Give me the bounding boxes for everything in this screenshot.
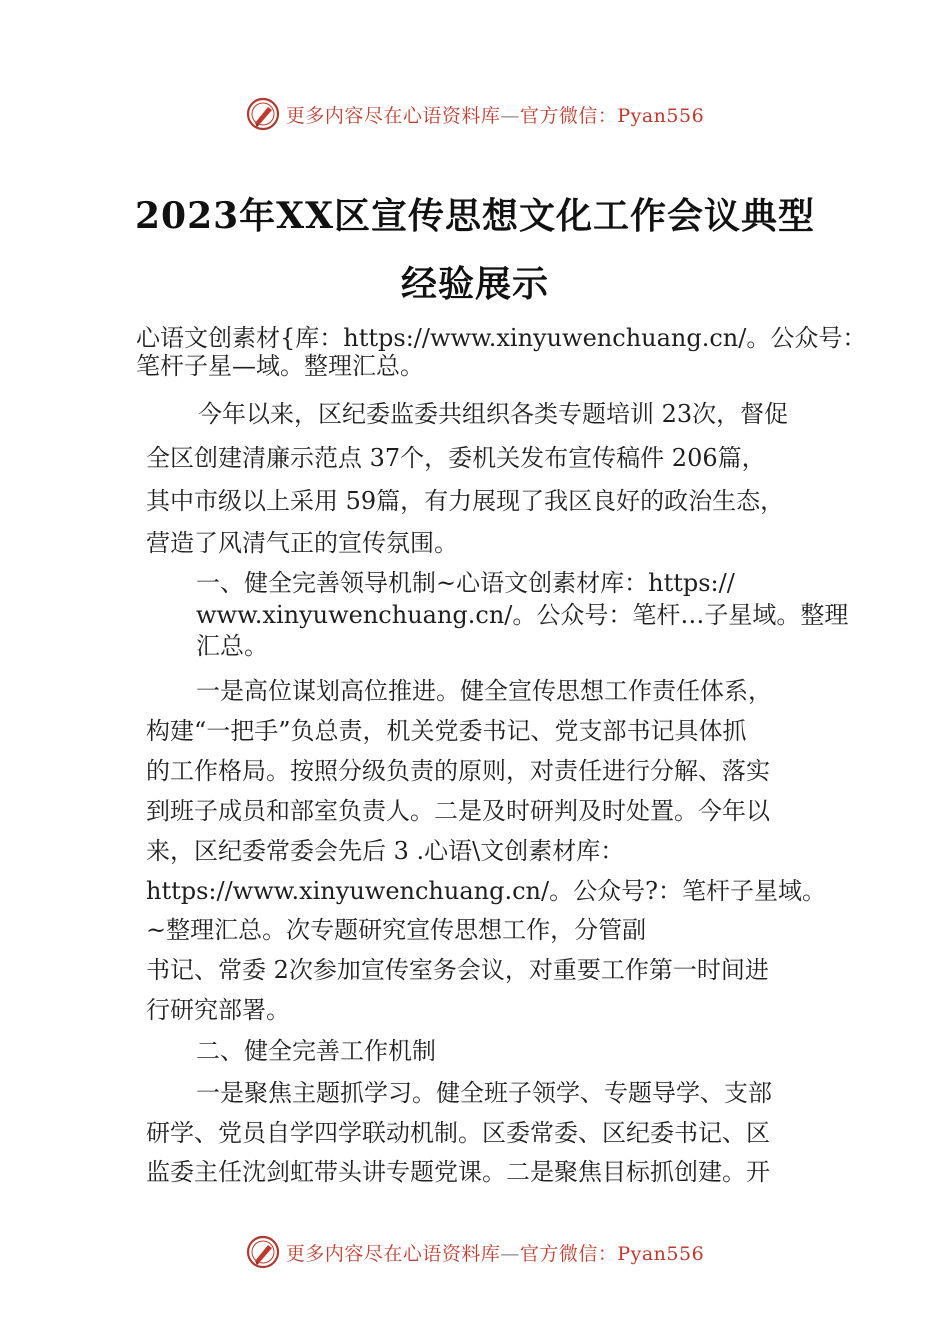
para2-line-7: ~整理汇总。次专题研究宣传思想工作，分管副	[146, 916, 647, 944]
para3-line-1: 一是聚焦主题抓学习。健全班子领学、专题导学、支部	[196, 1079, 772, 1107]
document-title-line-1: 2023年XX区宣传思想文化工作会议典型	[134, 195, 816, 237]
para3-line-2: 研学、党员自学四学联动机制。区委常委、区纪委书记、区	[146, 1119, 770, 1147]
para2-line-9: 行研究部署。	[146, 996, 290, 1024]
para1-line-3: 其中市级以上采用 59篇，有力展现了我区良好的政治生态，	[146, 487, 785, 515]
para1-line-2: 全区创建清廉示范点 37个，委机关发布宣传稿件 206篇，	[146, 444, 766, 472]
para2-line-6: https://www.xinyuwenchuang.cn/。公众号?：笔杆子星域。	[146, 877, 826, 905]
banner-text: 更多内容尽在心语资料库—官方微信：Pyan556	[285, 1242, 705, 1265]
para1-line-1: 今年以来，区纪委监委共组织各类专题培训 23次，督促	[198, 400, 789, 428]
source-note-line-1: 心语文创素材{库：https://www.xinyuwenchuang.cn/。公众号：	[136, 324, 867, 352]
para2-line-1: 一是高位谋划高位推进。健全宣传思想工作责任体系，	[196, 677, 772, 705]
para2-line-2: 构建“一把手”负总责，机关党委书记、党支部书记具体抓	[146, 717, 747, 745]
heading1-line-3: 汇总。	[196, 632, 268, 660]
para3-line-3: 监委主任沈剑虹带头讲专题党课。二是聚焦目标抓创建。开	[146, 1158, 770, 1186]
header-banner	[0, 94, 950, 134]
banner-text: 更多内容尽在心语资料库—官方微信：Pyan556	[285, 104, 705, 127]
para2-line-8: 书记、常委 2次参加宣传室务会议，对重要工作第一时间进	[146, 956, 769, 984]
para2-line-5: 来，区纪委常委会先后 3 .心语\文创素材库：	[146, 837, 625, 865]
heading1-line-1: 一、健全完善领导机制~心语文创素材库：https://	[196, 569, 735, 597]
source-note-line-2: 笔杆子星—域。整理汇总。	[136, 352, 424, 380]
heading1-line-2: www.xinyuwenchuang.cn/。公众号：笔杆…子星域。整理	[196, 601, 849, 629]
heading2: 二、健全完善工作机制	[196, 1037, 436, 1065]
pen-logo-icon	[246, 1235, 280, 1269]
para2-line-4: 到班子成员和部室负责人。二是及时研判及时处置。今年以	[146, 797, 770, 825]
document-title-line-2: 经验展示	[400, 263, 549, 305]
para2-line-3: 的工作格局。按照分级负责的原则，对责任进行分解、落实	[146, 757, 770, 785]
pen-logo-icon	[246, 97, 280, 131]
para1-line-4: 营造了风清气正的宣传氛围。	[146, 529, 458, 557]
footer-banner	[0, 1232, 950, 1272]
